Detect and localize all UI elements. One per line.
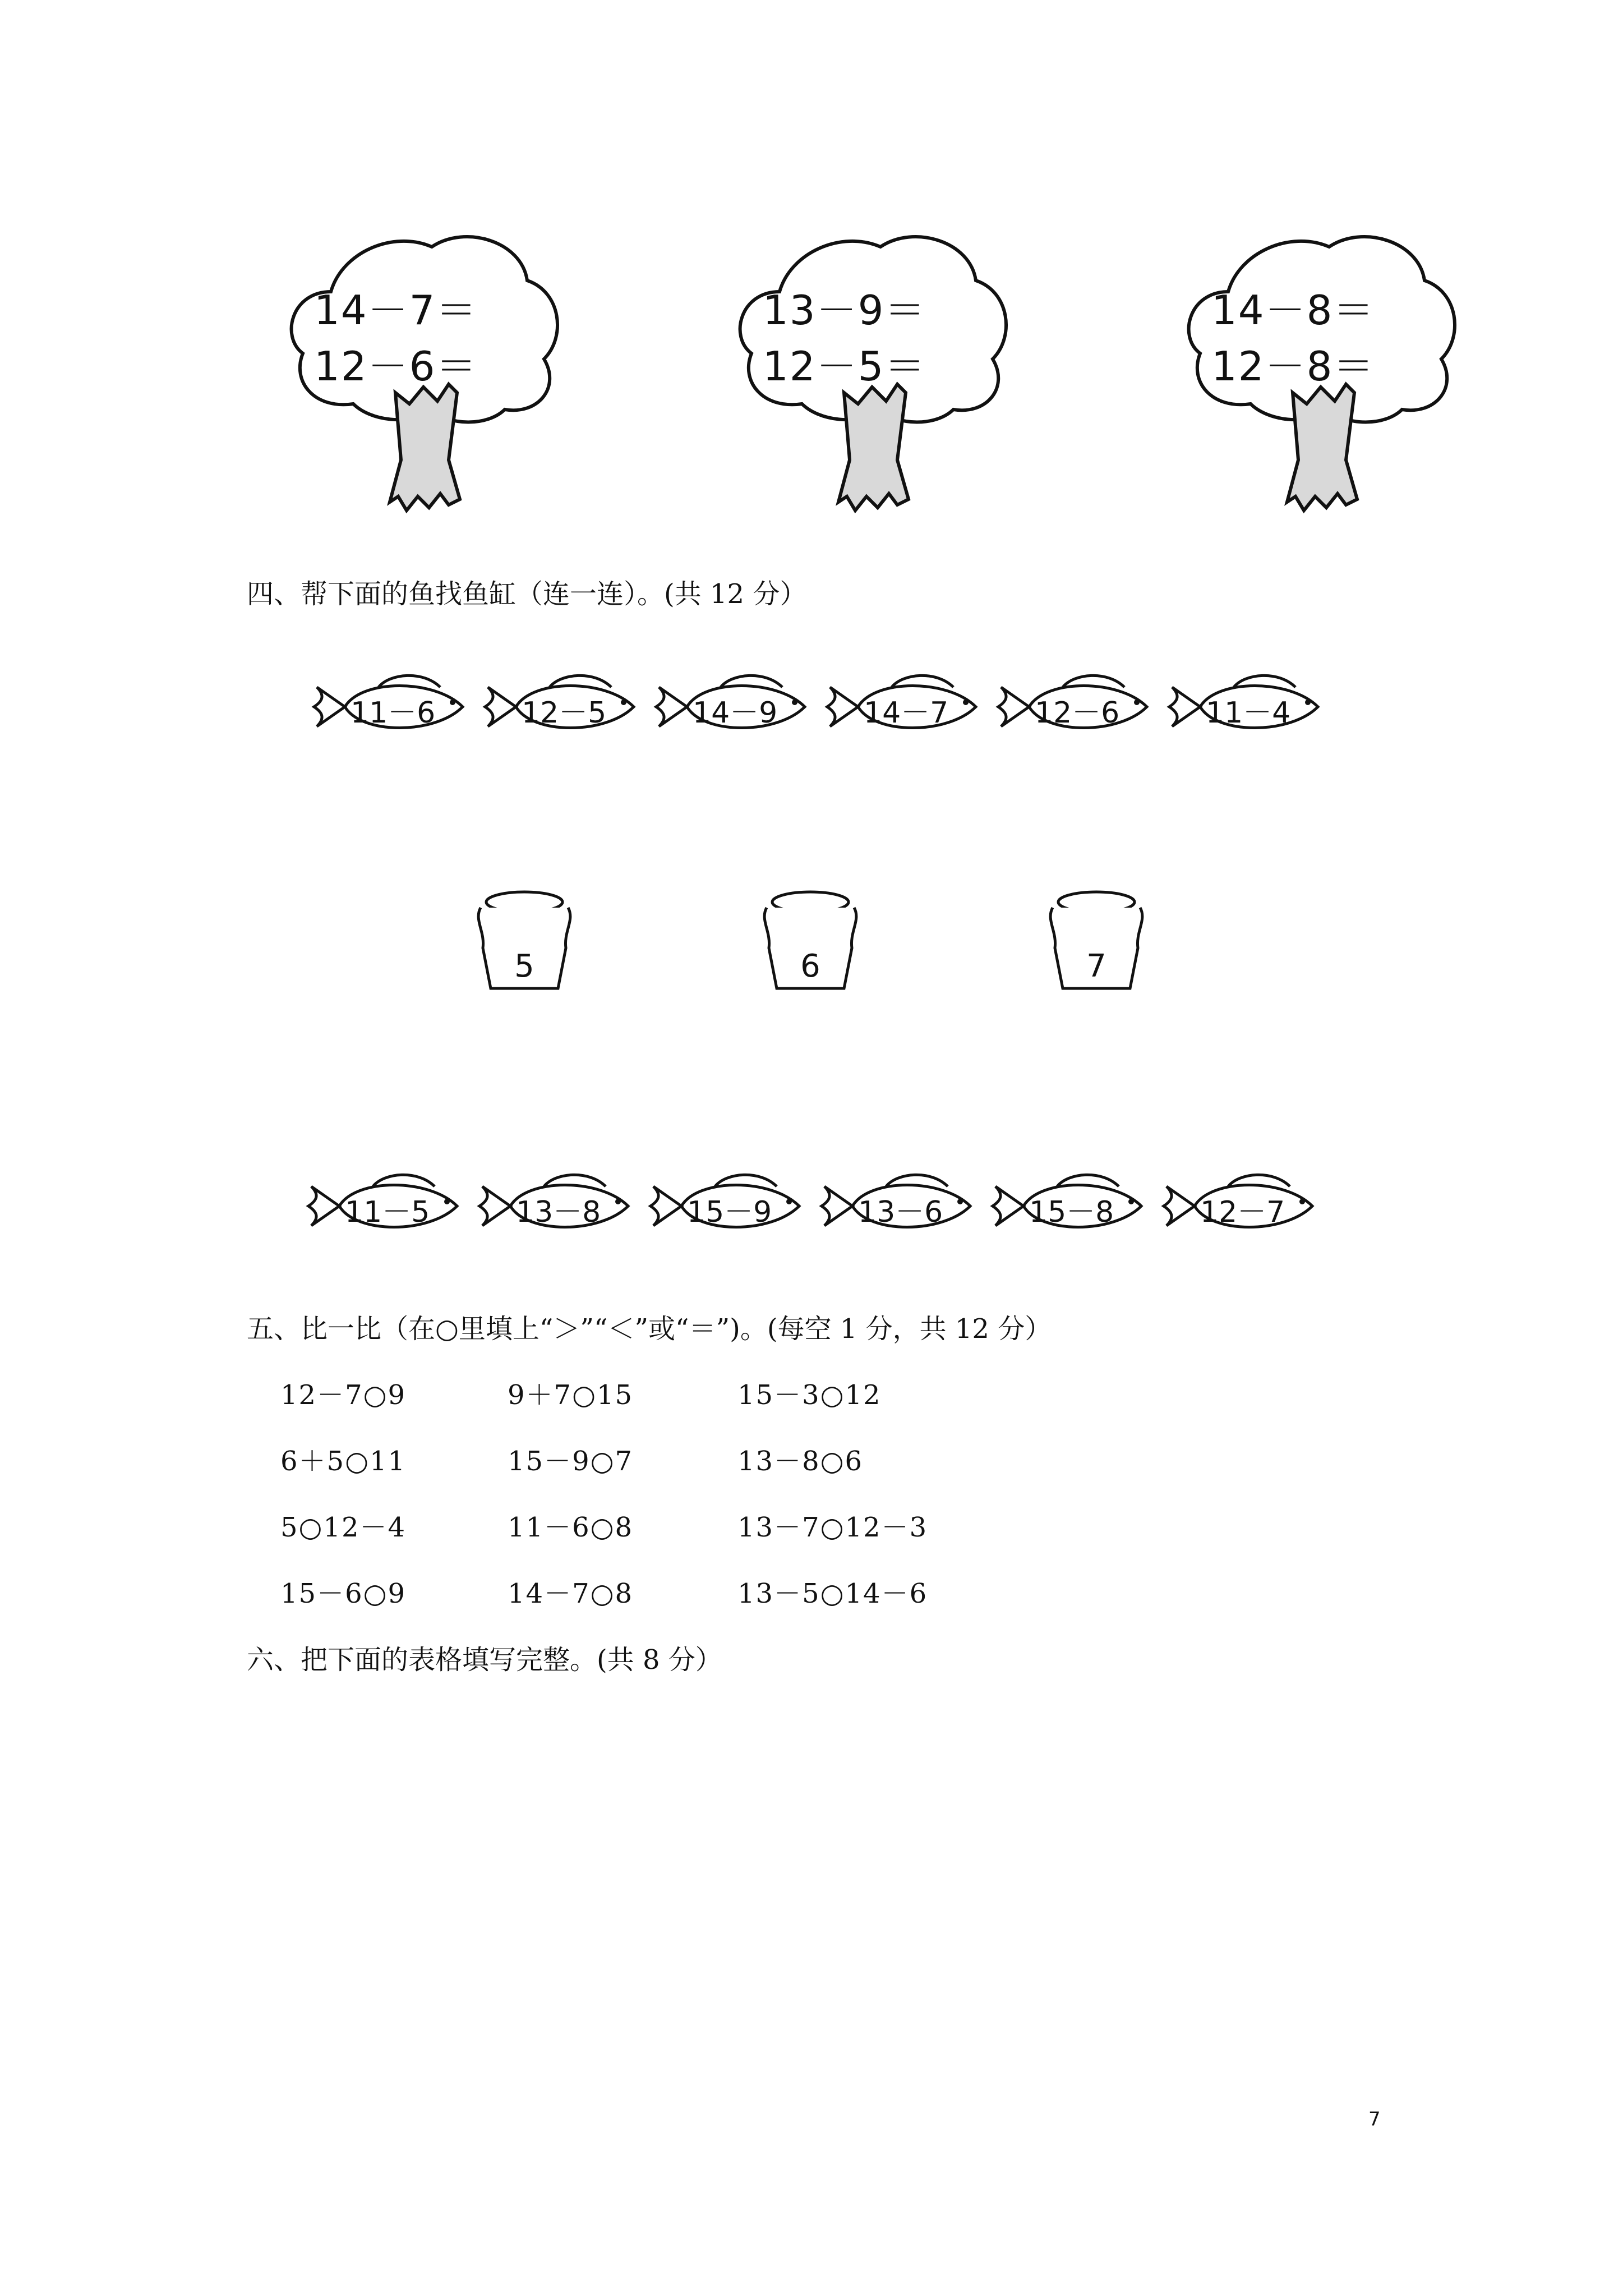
fish-bottom-2[interactable] bbox=[471, 1161, 639, 1251]
fish-bottom-4[interactable] bbox=[813, 1161, 981, 1251]
section4-heading: 四、帮下面的鱼找鱼缸（连一连）。(共 12 分） bbox=[247, 578, 807, 610]
fish-bottom-1[interactable] bbox=[300, 1161, 468, 1251]
fish-label: 12－6 bbox=[1035, 696, 1120, 730]
comparison-item[interactable]: 15－3○12 bbox=[737, 1379, 882, 1411]
page-number: 7 bbox=[1368, 2108, 1381, 2131]
section6-heading: 六、把下面的表格填写完整。(共 8 分） bbox=[247, 1644, 722, 1676]
fish-top-6[interactable] bbox=[1161, 662, 1329, 752]
fish-top-5[interactable] bbox=[990, 662, 1158, 752]
tank-number: 5 bbox=[514, 948, 534, 984]
comparison-item[interactable]: 15－6○9 bbox=[280, 1578, 407, 1609]
comparison-item[interactable]: 6＋5○11 bbox=[280, 1446, 407, 1477]
tank-2[interactable] bbox=[754, 886, 866, 999]
fish-label: 14－7 bbox=[864, 696, 949, 730]
comparison-item[interactable]: 15－9○7 bbox=[508, 1446, 634, 1477]
tree-1-eq1: 14－7＝ bbox=[314, 287, 478, 334]
tree-2-eq1: 13－9＝ bbox=[763, 287, 926, 334]
fish-bottom-6[interactable] bbox=[1155, 1161, 1324, 1251]
fish-top-1[interactable] bbox=[306, 662, 474, 752]
fish-label: 15－9 bbox=[687, 1195, 772, 1229]
fish-label: 13－8 bbox=[516, 1195, 601, 1229]
tree-2-eq2: 12－5＝ bbox=[763, 343, 926, 390]
fish-top-4[interactable] bbox=[819, 662, 987, 752]
fish-bottom-3[interactable] bbox=[642, 1161, 810, 1251]
tank-number: 7 bbox=[1086, 948, 1106, 984]
fish-top-2[interactable] bbox=[477, 662, 645, 752]
comparison-item[interactable]: 12－7○9 bbox=[280, 1379, 407, 1411]
tree-3 bbox=[1178, 219, 1469, 533]
tree-1 bbox=[280, 219, 572, 533]
comparison-item[interactable]: 13－5○14－6 bbox=[737, 1578, 928, 1609]
fish-label: 12－5 bbox=[522, 696, 607, 730]
comparison-item[interactable]: 13－7○12－3 bbox=[737, 1512, 928, 1543]
fish-top-3[interactable] bbox=[648, 662, 816, 752]
comparison-item[interactable]: 9＋7○15 bbox=[508, 1379, 634, 1411]
fish-label: 11－6 bbox=[351, 696, 436, 730]
comparison-item[interactable]: 11－6○8 bbox=[508, 1512, 634, 1543]
tree-2 bbox=[729, 219, 1021, 533]
tree-3-eq1: 14－8＝ bbox=[1211, 287, 1375, 334]
comparison-item[interactable]: 14－7○8 bbox=[508, 1578, 634, 1609]
fish-label: 11－5 bbox=[345, 1195, 430, 1229]
fish-label: 11－4 bbox=[1206, 696, 1291, 730]
comparison-item[interactable]: 13－8○6 bbox=[737, 1446, 864, 1477]
comparison-item[interactable]: 5○12－4 bbox=[280, 1512, 407, 1543]
section5-heading: 五、比一比（在○里填上“＞”“＜”或“＝”)。(每空 1 分，共 12 分） bbox=[247, 1313, 1052, 1345]
tank-number: 6 bbox=[800, 948, 820, 984]
tree-3-eq2: 12－8＝ bbox=[1211, 343, 1375, 390]
fish-bottom-5[interactable] bbox=[984, 1161, 1152, 1251]
fish-label: 12－7 bbox=[1200, 1195, 1285, 1229]
fish-label: 14－9 bbox=[693, 696, 778, 730]
tank-3[interactable] bbox=[1040, 886, 1152, 999]
tank-1[interactable] bbox=[468, 886, 580, 999]
tree-1-eq2: 12－6＝ bbox=[314, 343, 478, 390]
fish-label: 13－6 bbox=[858, 1195, 943, 1229]
fish-label: 15－8 bbox=[1029, 1195, 1114, 1229]
